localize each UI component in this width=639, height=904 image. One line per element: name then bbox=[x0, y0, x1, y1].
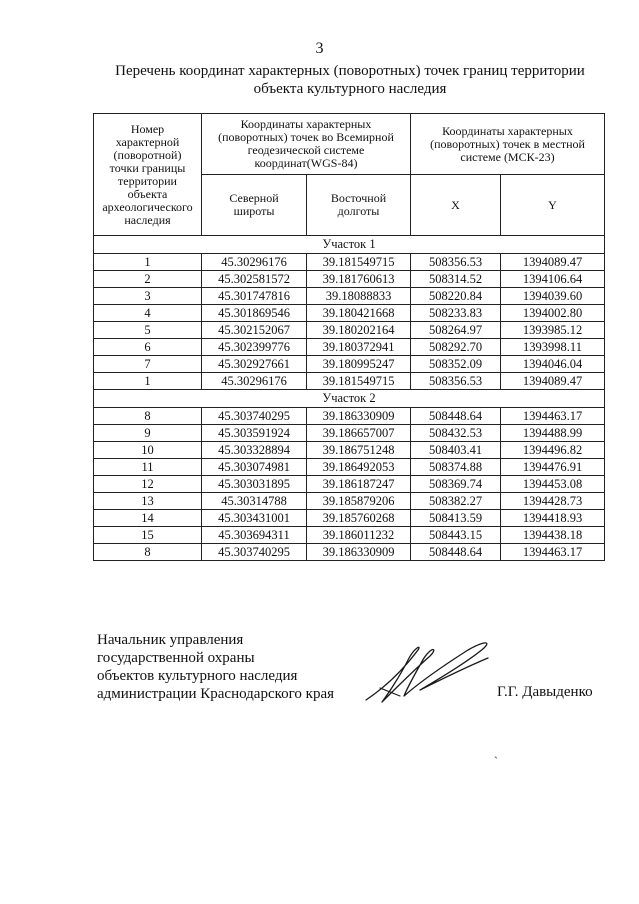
latitude-cell: 45.303694311 bbox=[202, 527, 307, 544]
signature-line: объектов культурного наследия bbox=[97, 668, 298, 684]
latitude-cell: 45.30296176 bbox=[202, 254, 307, 271]
y-cell: 1394438.18 bbox=[501, 527, 605, 544]
signature-line: Начальник управления bbox=[97, 632, 244, 648]
point-number-cell: 6 bbox=[94, 339, 202, 356]
page-number: 3 bbox=[315, 40, 324, 57]
y-cell: 1394106.64 bbox=[501, 271, 605, 288]
latitude-cell: 45.303074981 bbox=[202, 459, 307, 476]
y-cell: 1394089.47 bbox=[501, 254, 605, 271]
table-row bbox=[94, 459, 605, 476]
latitude-cell: 45.302399776 bbox=[202, 339, 307, 356]
x-cell: 508382.27 bbox=[411, 493, 501, 510]
signature-line: администрации Краснодарского края bbox=[97, 686, 335, 702]
x-cell: 508369.74 bbox=[411, 476, 501, 493]
latitude-cell: 45.303031895 bbox=[202, 476, 307, 493]
longitude-cell: 39.181760613 bbox=[307, 271, 411, 288]
table-row bbox=[94, 373, 605, 390]
point-number-cell: 7 bbox=[94, 356, 202, 373]
y-cell: 1394463.17 bbox=[501, 544, 605, 561]
point-number-cell: 8 bbox=[94, 408, 202, 425]
table-row bbox=[94, 425, 605, 442]
coordinates-table bbox=[93, 113, 605, 561]
longitude-cell: 39.181549715 bbox=[307, 254, 411, 271]
latitude-cell: 45.30314788 bbox=[202, 493, 307, 510]
table-row bbox=[94, 322, 605, 339]
point-number-cell: 1 bbox=[94, 254, 202, 271]
header-wgs84: Координаты характерных (поворотных) точек во Всемирной геодезической системе координат(WGS-84) bbox=[202, 114, 411, 175]
longitude-cell: 39.185760268 bbox=[307, 510, 411, 527]
table-row bbox=[94, 271, 605, 288]
x-cell: 508448.64 bbox=[411, 544, 501, 561]
longitude-cell: 39.186330909 bbox=[307, 408, 411, 425]
y-cell: 1393998.11 bbox=[501, 339, 605, 356]
latitude-cell: 45.30296176 bbox=[202, 373, 307, 390]
table-row bbox=[94, 493, 605, 510]
table-row bbox=[94, 544, 605, 561]
point-number-cell: 11 bbox=[94, 459, 202, 476]
x-cell: 508374.88 bbox=[411, 459, 501, 476]
table-row bbox=[94, 476, 605, 493]
y-cell: 1393985.12 bbox=[501, 322, 605, 339]
latitude-cell: 45.303740295 bbox=[202, 408, 307, 425]
x-cell: 508356.53 bbox=[411, 373, 501, 390]
table-row bbox=[94, 527, 605, 544]
x-cell: 508413.59 bbox=[411, 510, 501, 527]
signature-block bbox=[97, 631, 334, 703]
signature-line: государственной охраны bbox=[97, 650, 255, 666]
table-row bbox=[94, 288, 605, 305]
title-line-1: Перечень координат характерных (поворотных) точек границ территории bbox=[115, 63, 585, 79]
header-x: X bbox=[411, 175, 501, 236]
latitude-cell: 45.301869546 bbox=[202, 305, 307, 322]
y-cell: 1394476.91 bbox=[501, 459, 605, 476]
point-number-cell: 10 bbox=[94, 442, 202, 459]
document-title bbox=[80, 62, 620, 98]
point-number-cell: 2 bbox=[94, 271, 202, 288]
y-cell: 1394418.93 bbox=[501, 510, 605, 527]
table-row bbox=[94, 442, 605, 459]
section-row bbox=[94, 390, 605, 408]
point-number-cell: 5 bbox=[94, 322, 202, 339]
point-number-cell: 1 bbox=[94, 373, 202, 390]
signer-name: Г.Г. Давыденко bbox=[497, 684, 593, 700]
longitude-cell: 39.186330909 bbox=[307, 544, 411, 561]
longitude-cell: 39.186751248 bbox=[307, 442, 411, 459]
y-cell: 1394089.47 bbox=[501, 373, 605, 390]
table-row bbox=[94, 356, 605, 373]
table-row bbox=[94, 408, 605, 425]
x-cell: 508448.64 bbox=[411, 408, 501, 425]
latitude-cell: 45.303328894 bbox=[202, 442, 307, 459]
latitude-cell: 45.303740295 bbox=[202, 544, 307, 561]
scan-mark: ˏ bbox=[494, 745, 498, 759]
latitude-cell: 45.302927661 bbox=[202, 356, 307, 373]
y-cell: 1394496.82 bbox=[501, 442, 605, 459]
table-row bbox=[94, 510, 605, 527]
y-cell: 1394046.04 bbox=[501, 356, 605, 373]
x-cell: 508352.09 bbox=[411, 356, 501, 373]
latitude-cell: 45.303591924 bbox=[202, 425, 307, 442]
header-point-number: Номер характерной (поворотной) точки границы территории объекта археологического наследия bbox=[94, 114, 202, 236]
point-number-cell: 4 bbox=[94, 305, 202, 322]
y-cell: 1394428.73 bbox=[501, 493, 605, 510]
longitude-cell: 39.186657007 bbox=[307, 425, 411, 442]
x-cell: 508314.52 bbox=[411, 271, 501, 288]
longitude-cell: 39.180202164 bbox=[307, 322, 411, 339]
section-title: Участок 1 bbox=[94, 236, 605, 254]
latitude-cell: 45.301747816 bbox=[202, 288, 307, 305]
longitude-cell: 39.180995247 bbox=[307, 356, 411, 373]
table-body bbox=[94, 236, 605, 561]
x-cell: 508432.53 bbox=[411, 425, 501, 442]
longitude-cell: 39.186492053 bbox=[307, 459, 411, 476]
longitude-cell: 39.186011232 bbox=[307, 527, 411, 544]
point-number-cell: 9 bbox=[94, 425, 202, 442]
x-cell: 508220.84 bbox=[411, 288, 501, 305]
header-y: Y bbox=[501, 175, 605, 236]
x-cell: 508264.97 bbox=[411, 322, 501, 339]
longitude-cell: 39.185879206 bbox=[307, 493, 411, 510]
table-row bbox=[94, 339, 605, 356]
point-number-cell: 8 bbox=[94, 544, 202, 561]
y-cell: 1394002.80 bbox=[501, 305, 605, 322]
y-cell: 1394039.60 bbox=[501, 288, 605, 305]
title-line-2: объекта культурного наследия bbox=[253, 81, 447, 97]
point-number-cell: 13 bbox=[94, 493, 202, 510]
point-number-cell: 12 bbox=[94, 476, 202, 493]
header-msk23: Координаты характерных (поворотных) точек в местной системе (МСК-23) bbox=[411, 114, 605, 175]
y-cell: 1394463.17 bbox=[501, 408, 605, 425]
longitude-cell: 39.186187247 bbox=[307, 476, 411, 493]
handwritten-signature bbox=[360, 636, 500, 708]
table-row bbox=[94, 254, 605, 271]
latitude-cell: 45.302581572 bbox=[202, 271, 307, 288]
x-cell: 508292.70 bbox=[411, 339, 501, 356]
y-cell: 1394453.08 bbox=[501, 476, 605, 493]
latitude-cell: 45.303431001 bbox=[202, 510, 307, 527]
section-title: Участок 2 bbox=[94, 390, 605, 408]
latitude-cell: 45.302152067 bbox=[202, 322, 307, 339]
table-row bbox=[94, 305, 605, 322]
point-number-cell: 15 bbox=[94, 527, 202, 544]
header-east-longitude: Восточной долготы bbox=[307, 175, 411, 236]
longitude-cell: 39.180421668 bbox=[307, 305, 411, 322]
section-row bbox=[94, 236, 605, 254]
header-north-latitude: Северной широты bbox=[202, 175, 307, 236]
x-cell: 508403.41 bbox=[411, 442, 501, 459]
y-cell: 1394488.99 bbox=[501, 425, 605, 442]
longitude-cell: 39.181549715 bbox=[307, 373, 411, 390]
x-cell: 508356.53 bbox=[411, 254, 501, 271]
longitude-cell: 39.180372941 bbox=[307, 339, 411, 356]
x-cell: 508443.15 bbox=[411, 527, 501, 544]
x-cell: 508233.83 bbox=[411, 305, 501, 322]
point-number-cell: 3 bbox=[94, 288, 202, 305]
longitude-cell: 39.18088833 bbox=[307, 288, 411, 305]
point-number-cell: 14 bbox=[94, 510, 202, 527]
